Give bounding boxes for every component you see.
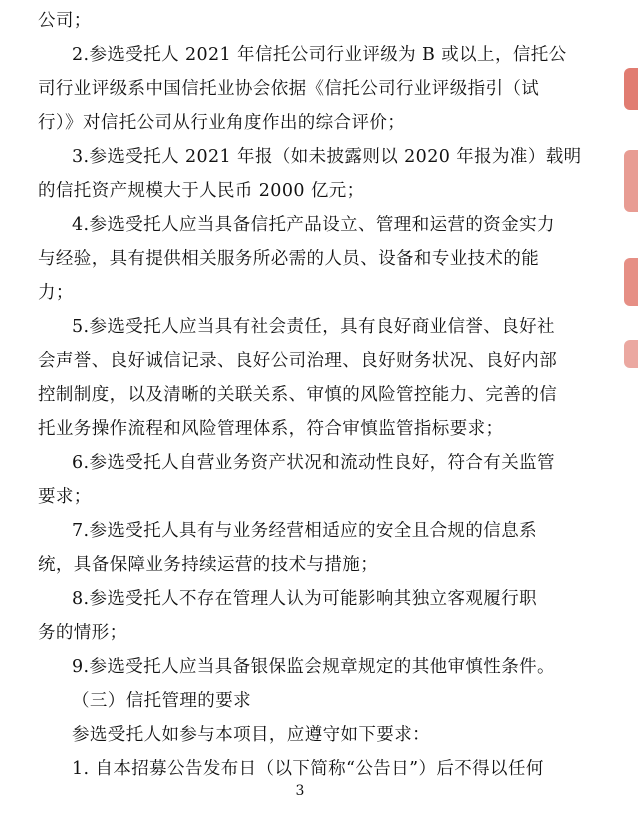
text-line: 统，具备保障业务持续运营的技术与措施；: [38, 555, 379, 575]
seal-edge-mark: [624, 150, 638, 212]
text-line: 2.参选受托人 2021 年信托公司行业评级为 B 或以上，信托公: [72, 45, 567, 65]
text-line: 7.参选受托人具有与业务经营相适应的安全且合规的信息系: [72, 521, 537, 541]
text-line: 6.参选受托人自营业务资产状况和流动性良好，符合有关监管: [72, 453, 555, 473]
text-line: 务的情形；: [38, 623, 128, 643]
text-line: 会声誉、良好诚信记录、良好公司治理、良好财务状况、良好内部: [38, 351, 558, 371]
seal-edge-mark: [624, 68, 638, 110]
text-line: 5.参选受托人应当具有社会责任，具有良好商业信誉、良好社: [72, 317, 555, 337]
text-line: 托业务操作流程和风险管理体系，符合审慎监管指标要求；: [38, 419, 504, 439]
text-line: 司行业评级系中国信托业协会依据《信托公司行业评级指引（试: [38, 79, 540, 99]
text-line: 1. 自本招募公告发布日（以下简称“公告日”）后不得以任何: [72, 759, 544, 779]
text-line: 公司；: [38, 11, 92, 31]
seal-edge-mark: [624, 258, 638, 306]
text-line: 的信托资产规模大于人民币 2000 亿元；: [38, 181, 365, 201]
page-number: 3: [295, 783, 305, 799]
text-line: 3.参选受托人 2021 年报（如未披露则以 2020 年报为准）载明: [72, 147, 582, 167]
text-line: 参选受托人如参与本项目，应遵守如下要求：: [72, 725, 430, 745]
seal-edge-mark: [624, 340, 638, 368]
text-line: 行）》对信托公司从行业角度作出的综合评价；: [38, 113, 406, 133]
text-line: 控制制度，以及清晰的关联关系、审慎的风险管控能力、完善的信: [38, 385, 558, 405]
text-line: 4.参选受托人应当具备信托产品设立、管理和运营的资金实力: [72, 215, 555, 235]
text-line: 要求；: [38, 487, 92, 507]
text-line: 力；: [38, 283, 74, 303]
section-heading: （三）信托管理的要求: [72, 691, 251, 711]
text-line: 与经验，具有提供相关服务所必需的人员、设备和专业技术的能: [38, 249, 540, 269]
text-line: 8.参选受托人不存在管理人认为可能影响其独立客观履行职: [72, 589, 537, 609]
text-line: 9.参选受托人应当具备银保监会规章规定的其他审慎性条件。: [72, 657, 555, 677]
